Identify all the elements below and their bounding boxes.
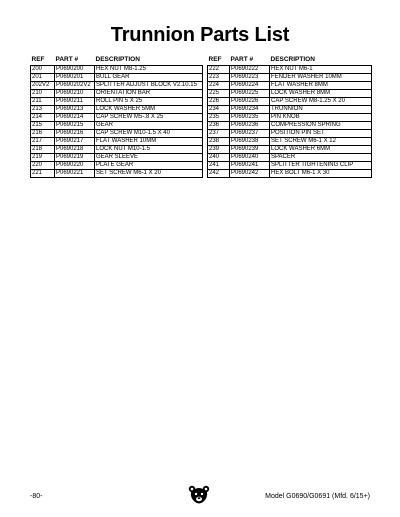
ref-cell: 236 [208,122,230,130]
description-cell: HEX BOLT M6-1 X 30 [270,170,372,178]
table-row [31,98,203,106]
bear-head-logo-icon [188,485,210,505]
table-row [208,154,372,162]
table-header-row [31,56,203,66]
parts-table-left [30,56,203,178]
part-number-cell: P0690213 [55,106,95,114]
ref-cell: 223 [208,74,230,82]
ref-cell: 216 [31,130,55,138]
description-cell: CAP SCREW M8-1.25 X 20 [270,98,372,106]
description-cell: FLAT WASHER 10MM [95,138,203,146]
ref-cell: 224 [208,82,230,90]
ref-cell: 241 [208,162,230,170]
model-footer: Model G0690/G0691 (Mfd. 6/15+) [265,493,370,500]
part-number-cell: P0690217 [55,138,95,146]
ref-cell: 234 [208,106,230,114]
table-row [208,98,372,106]
ref-cell: 220 [31,162,55,170]
table-row [208,106,372,114]
part-number-cell: P0690242 [230,170,270,178]
ref-cell: 225 [208,90,230,98]
table-row [208,170,372,178]
ref-cell: 219 [31,154,55,162]
part-number-cell: P0690237 [230,130,270,138]
table-row [208,114,372,122]
table-row [31,74,203,82]
ref-cell: 200 [31,66,55,74]
parts-table-right [207,56,372,178]
table-row [31,130,203,138]
table-row [31,122,203,130]
table-row [31,90,203,98]
table-body [208,66,372,178]
ref-cell: 217 [31,138,55,146]
description-cell: HEX NUT M6-1 [270,66,372,74]
table-row [31,114,203,122]
ref-cell: 235 [208,114,230,122]
part-number-cell: P0690222 [230,66,270,74]
ref-cell: 239 [208,146,230,154]
ref-cell: 201 [31,74,55,82]
table-row [31,106,203,114]
description-cell: SPLITTER TIGHTENING CLIP [270,162,372,170]
page-title: Trunnion Parts List [110,24,290,46]
page-number: -80- [30,493,43,500]
part-number-cell: P0690240 [230,154,270,162]
ref-column-header: REF [208,56,230,66]
part-number-cell: P0690235 [230,114,270,122]
table-row [208,162,372,170]
table-row [31,82,203,90]
part-number-cell: P0690238 [230,138,270,146]
part-number-cell: P0690200 [55,66,95,74]
table-row [31,162,203,170]
part-number-cell: P0690225 [230,90,270,98]
description-cell: SPACER [270,154,372,162]
part-number-cell: P0690218 [55,146,95,154]
ref-cell: 210 [31,90,55,98]
description-cell: LOCK WASHER 6MM [270,146,372,154]
ref-cell: 218 [31,146,55,154]
table-row [208,146,372,154]
description-cell: SPLITTER ADJUST BLOCK V2.10.15 [95,82,203,90]
description-cell: BULL GEAR [95,74,203,82]
part-number-cell: P0690214 [55,114,95,122]
part-number-cell: P0690202V2 [55,82,95,90]
description-cell: FENDER WASHER 10MM [270,74,372,82]
table-row [208,66,372,74]
part-number-cell: P0690219 [55,154,95,162]
part-number-cell: P0690239 [230,146,270,154]
ref-cell: 202V2 [31,82,55,90]
ref-cell: 221 [31,170,55,178]
ref-column-header: REF [31,56,55,66]
description-cell: LOCK NUT M10-1.5 [95,146,203,154]
description-cell: LOCK WASHER 8MM [270,90,372,98]
table-row [208,90,372,98]
table-row [208,138,372,146]
part-number-cell: P0690224 [230,82,270,90]
table-row [208,130,372,138]
ref-cell: 211 [31,98,55,106]
ref-cell: 240 [208,154,230,162]
ref-cell: 222 [208,66,230,74]
description-cell: GEAR SLEEVE [95,154,203,162]
table-row [31,138,203,146]
table-row [208,82,372,90]
table-row [208,122,372,130]
description-cell: HEX NUT M8-1.25 [95,66,203,74]
part-number-cell: P0690216 [55,130,95,138]
part-number-cell: P0690223 [230,74,270,82]
ref-cell: 213 [31,106,55,114]
description-cell: POSITION PIN SET [270,130,372,138]
part-number-column-header: PART # [230,56,270,66]
description-cell: ORIENTATION BAR [95,90,203,98]
part-number-cell: P0690236 [230,122,270,130]
description-cell: PIN KNOB [270,114,372,122]
table-body [31,66,203,178]
description-cell: CAP SCREW M5-.8 X 25 [95,114,203,122]
part-number-cell: P0690211 [55,98,95,106]
description-cell: LOCK WASHER 5MM [95,106,203,114]
ref-cell: 214 [31,114,55,122]
ref-cell: 237 [208,130,230,138]
table-row [31,146,203,154]
table-header-row [208,56,372,66]
part-number-column-header: PART # [55,56,95,66]
part-number-cell: P0690215 [55,122,95,130]
description-cell: SET SCREW M6-1 X 20 [95,170,203,178]
part-number-cell: P0690220 [55,162,95,170]
description-cell: ROLL PIN 5 X 25 [95,98,203,106]
ref-cell: 226 [208,98,230,106]
ref-cell: 242 [208,170,230,178]
description-column-header: DESCRIPTION [270,56,372,66]
description-cell: COMPRESSION SPRING [270,122,372,130]
description-cell: GEAR [95,122,203,130]
part-number-cell: P0690210 [55,90,95,98]
table-row [31,154,203,162]
ref-cell: 215 [31,122,55,130]
ref-cell: 238 [208,138,230,146]
description-cell: SET SCREW M6-1 X 12 [270,138,372,146]
part-number-cell: P0690201 [55,74,95,82]
table-row [31,66,203,74]
description-cell: PLATE GEAR [95,162,203,170]
part-number-cell: P0690226 [230,98,270,106]
part-number-cell: P0690221 [55,170,95,178]
part-number-cell: P0690241 [230,162,270,170]
description-cell: CAP SCREW M10-1.5 X 40 [95,130,203,138]
table-row [208,74,372,82]
description-column-header: DESCRIPTION [95,56,203,66]
table-row [31,170,203,178]
description-cell: FLAT WASHER 8MM [270,82,372,90]
description-cell: TRUNNION [270,106,372,114]
part-number-cell: P0690234 [230,106,270,114]
